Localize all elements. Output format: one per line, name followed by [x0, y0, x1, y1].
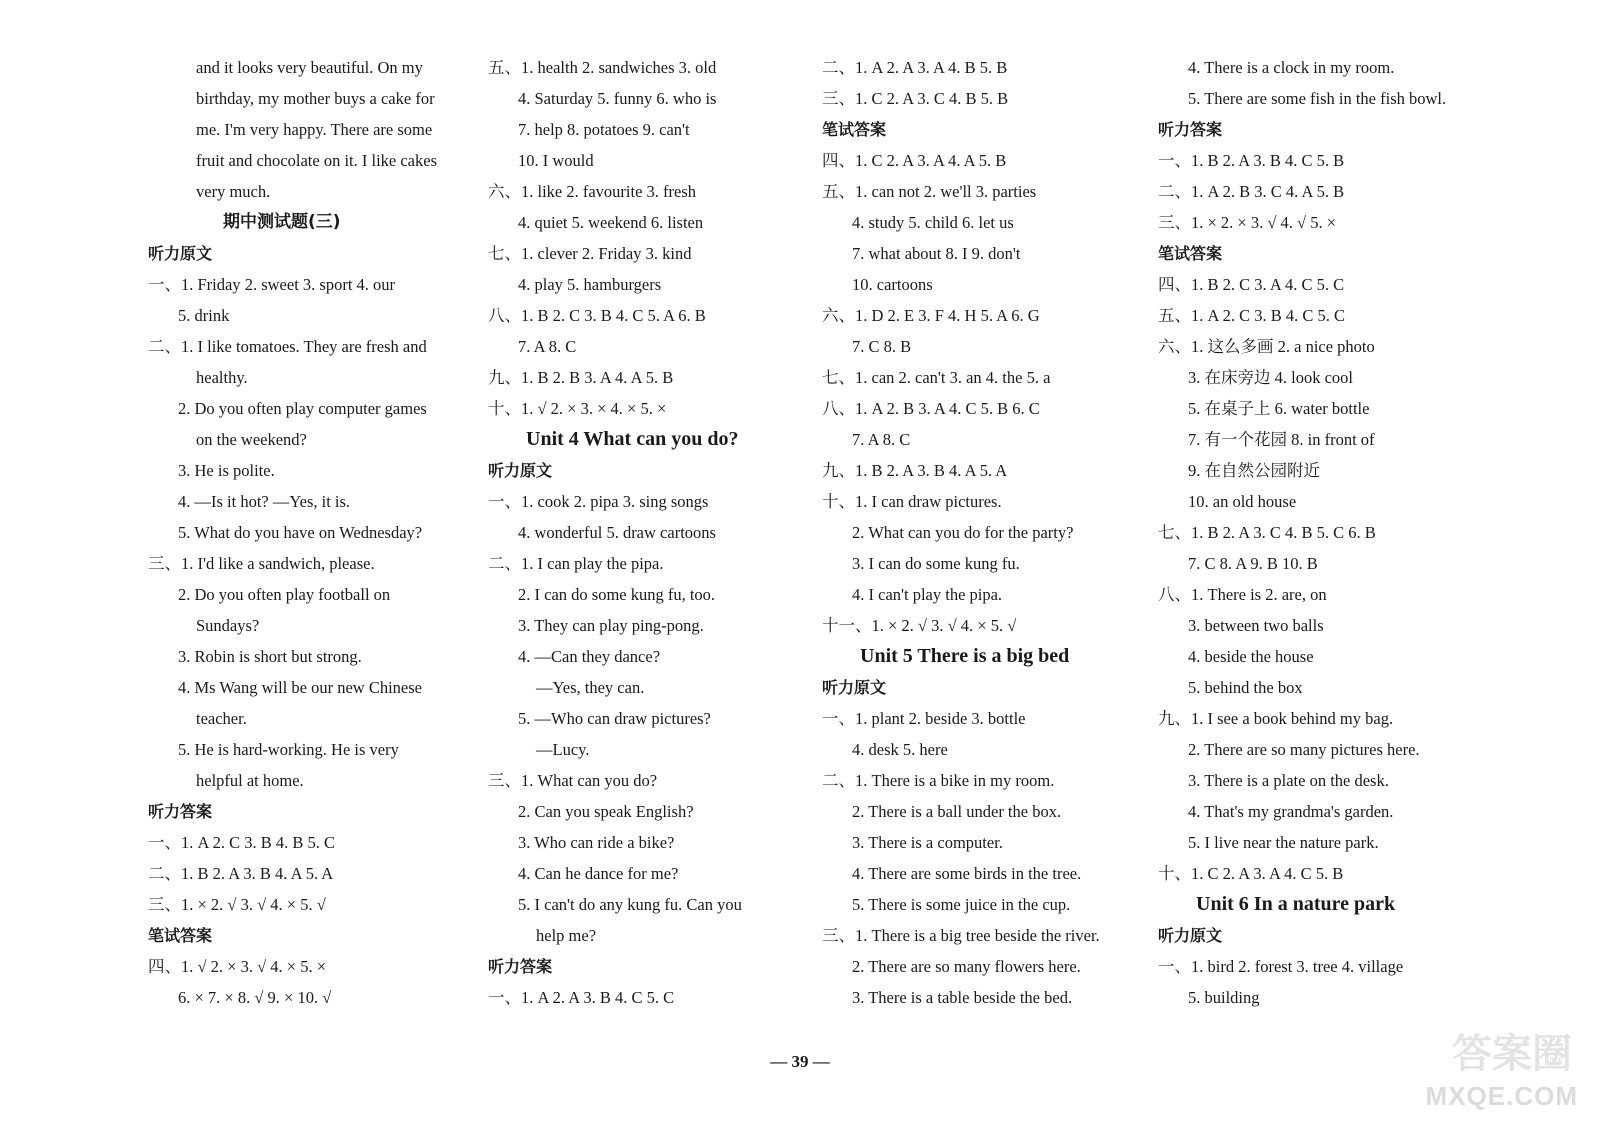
answer-line: 六、1. D 2. E 3. F 4. H 5. A 6. G — [822, 306, 1040, 325]
answer-line: 5. 在桌子上 6. water bottle — [1188, 399, 1370, 418]
answer-line: 一、1. A 2. A 3. B 4. C 5. C — [488, 988, 675, 1007]
answer-line: 二、1. A 2. B 3. C 4. A 5. B — [1158, 182, 1345, 201]
answer-line: 4. Ms Wang will be our new Chinese — [178, 678, 423, 697]
answer-line: 5. building — [1188, 988, 1260, 1007]
answer-line: 八、1. B 2. C 3. B 4. C 5. A 6. B — [488, 306, 706, 325]
section-heading: 听力答案 — [148, 802, 213, 821]
answer-line: fruit and chocolate on it. I like cakes — [196, 151, 437, 170]
answer-line: 4. play 5. hamburgers — [518, 275, 662, 294]
answer-line: 二、1. There is a bike in my room. — [822, 771, 1055, 790]
answer-line: 4. desk 5. here — [852, 740, 948, 759]
answer-line: 3. There is a plate on the desk. — [1188, 771, 1389, 790]
answer-line: 五、1. A 2. C 3. B 4. C 5. C — [1158, 306, 1346, 325]
answer-line: 10. I would — [518, 151, 594, 170]
unit-title: Unit 5 There is a big bed — [860, 645, 1070, 667]
answer-line: 4. wonderful 5. draw cartoons — [518, 523, 716, 542]
answer-line: 4. That's my grandma's garden. — [1188, 802, 1394, 821]
answer-line: 2. Do you often play football on — [178, 585, 391, 604]
column-2 — [488, 52, 808, 1013]
column-3 — [822, 52, 1142, 1013]
answer-line: 一、1. bird 2. forest 3. tree 4. village — [1158, 957, 1404, 976]
answer-line: 6. × 7. × 8. √ 9. × 10. √ — [178, 988, 332, 1007]
watermark — [1425, 1022, 1578, 1112]
answer-line: 7. 有一个花园 8. in front of — [1188, 430, 1375, 449]
answer-line: 5. —Who can draw pictures? — [518, 709, 711, 728]
answer-line: 三、1. × 2. √ 3. √ 4. × 5. √ — [148, 895, 326, 914]
answer-line: 5. There are some fish in the fish bowl. — [1188, 89, 1447, 108]
answer-line: 3. 在床旁边 4. look cool — [1188, 368, 1353, 387]
answer-line: 4. I can't play the pipa. — [852, 585, 1003, 604]
answer-line: 4. Saturday 5. funny 6. who is — [518, 89, 717, 108]
answer-line: 一、1. plant 2. beside 3. bottle — [822, 709, 1026, 728]
answer-line: help me? — [536, 926, 597, 945]
answer-line: 2. There are so many pictures here. — [1188, 740, 1420, 759]
answer-line: and it looks very beautiful. On my — [196, 58, 423, 77]
answer-line: 7. C 8. A 9. B 10. B — [1188, 554, 1318, 573]
answer-line: 十、1. √ 2. × 3. × 4. × 5. × — [488, 399, 667, 418]
answer-line: 2. Can you speak English? — [518, 802, 694, 821]
section-heading: 笔试答案 — [1158, 244, 1223, 263]
answer-line: 九、1. B 2. A 3. B 4. A 5. A — [822, 461, 1008, 480]
answer-line: 三、1. What can you do? — [488, 771, 658, 790]
answer-line: 3. I can do some kung fu. — [852, 554, 1020, 573]
answer-line: 五、1. health 2. sandwiches 3. old — [488, 58, 717, 77]
answer-line: 一、1. A 2. C 3. B 4. B 5. C — [148, 833, 336, 852]
page-number: — 39 — — [770, 1052, 830, 1071]
answer-line: 一、1. B 2. A 3. B 4. C 5. B — [1158, 151, 1345, 170]
answer-line: 一、1. Friday 2. sweet 3. sport 4. our — [148, 275, 396, 294]
answer-line: 2. What can you do for the party? — [852, 523, 1074, 542]
answer-line: 5. There is some juice in the cup. — [852, 895, 1071, 914]
answer-line: 7. help 8. potatoes 9. can't — [518, 120, 690, 139]
answer-line: 7. C 8. B — [852, 337, 912, 356]
answer-line: 三、1. There is a big tree beside the river. — [822, 926, 1100, 945]
answer-line: 九、1. I see a book behind my bag. — [1158, 709, 1394, 728]
answer-line: helpful at home. — [196, 771, 304, 790]
answer-line: 4. Can he dance for me? — [518, 864, 679, 883]
answer-line: 二、1. B 2. A 3. B 4. A 5. A — [148, 864, 334, 883]
answer-line: 一、1. cook 2. pipa 3. sing songs — [488, 492, 709, 511]
answer-line: 八、1. There is 2. are, on — [1158, 585, 1327, 604]
answer-line: 四、1. √ 2. × 3. √ 4. × 5. × — [148, 957, 327, 976]
answer-line: 3. He is polite. — [178, 461, 275, 480]
column-1 — [148, 52, 468, 1013]
answer-line: 4. beside the house — [1188, 647, 1314, 666]
answer-line: 4. —Can they dance? — [518, 647, 661, 666]
answer-line: 4. There are some birds in the tree. — [852, 864, 1082, 883]
answer-line: 5. behind the box — [1188, 678, 1303, 697]
answer-line: 10. cartoons — [852, 275, 933, 294]
unit-title: Unit 6 In a nature park — [1196, 893, 1396, 915]
answer-line: 5. I live near the nature park. — [1188, 833, 1379, 852]
answer-line: 5. What do you have on Wednesday? — [178, 523, 423, 542]
answer-line: 3. between two balls — [1188, 616, 1324, 635]
answer-line: 3. They can play ping-pong. — [518, 616, 704, 635]
answer-line: 5. I can't do any kung fu. Can you — [518, 895, 742, 914]
answer-line: on the weekend? — [196, 430, 307, 449]
section-heading: 听力答案 — [488, 957, 553, 976]
answer-line: 七、1. clever 2. Friday 3. kind — [488, 244, 692, 263]
answer-line: 九、1. B 2. B 3. A 4. A 5. B — [488, 368, 674, 387]
answer-line: 7. what about 8. I 9. don't — [852, 244, 1021, 263]
answer-line: 七、1. can 2. can't 3. an 4. the 5. a — [822, 368, 1051, 387]
answer-line: 2. Do you often play computer games — [178, 399, 427, 418]
answer-line: 5. drink — [178, 306, 230, 325]
answer-line: 七、1. B 2. A 3. C 4. B 5. C 6. B — [1158, 523, 1376, 542]
answer-line: 二、1. I can play the pipa. — [488, 554, 664, 573]
answer-line: birthday, my mother buys a cake for — [196, 89, 435, 108]
answer-line: —Yes, they can. — [536, 678, 645, 697]
answer-line: 3. Robin is short but strong. — [178, 647, 362, 666]
answer-line: teacher. — [196, 709, 247, 728]
answer-line: 三、1. C 2. A 3. C 4. B 5. B — [822, 89, 1009, 108]
section-heading: 听力答案 — [1158, 120, 1223, 139]
answer-line: 2. There is a ball under the box. — [852, 802, 1062, 821]
section-heading: 笔试答案 — [822, 120, 887, 139]
answer-line: 四、1. B 2. C 3. A 4. C 5. C — [1158, 275, 1345, 294]
answer-line: 2. I can do some kung fu, too. — [518, 585, 716, 604]
answer-line: very much. — [196, 182, 271, 201]
answer-line: 十一、1. × 2. √ 3. √ 4. × 5. √ — [822, 616, 1017, 635]
answer-line: me. I'm very happy. There are some — [196, 120, 433, 139]
watermark-logo: 答案圈 — [1452, 1031, 1572, 1077]
answer-line: 四、1. C 2. A 3. A 4. A 5. B — [822, 151, 1007, 170]
answer-line: 2. There are so many flowers here. — [852, 957, 1081, 976]
section-heading: 听力原文 — [1158, 926, 1223, 945]
answer-line: 4. study 5. child 6. let us — [852, 213, 1014, 232]
answer-line: 六、1. 这么多画 2. a nice photo — [1158, 337, 1375, 356]
answer-line: 4. quiet 5. weekend 6. listen — [518, 213, 704, 232]
answer-line: 三、1. I'd like a sandwich, please. — [148, 554, 375, 573]
answer-line: 4. There is a clock in my room. — [1188, 58, 1395, 77]
answer-line: 4. —Is it hot? —Yes, it is. — [178, 492, 351, 511]
column-4 — [1158, 52, 1488, 1013]
unit-title: 期中测试题(三) — [223, 212, 341, 232]
unit-title: Unit 4 What can you do? — [526, 428, 739, 450]
answer-line: 9. 在自然公园附近 — [1188, 461, 1320, 480]
answer-line: —Lucy. — [536, 740, 590, 759]
answer-line: 7. A 8. C — [852, 430, 911, 449]
answer-line: 十、1. C 2. A 3. A 4. C 5. B — [1158, 864, 1344, 883]
answer-line: 八、1. A 2. B 3. A 4. C 5. B 6. C — [822, 399, 1040, 418]
answer-line: 10. an old house — [1188, 492, 1297, 511]
answer-line: 五、1. can not 2. we'll 3. parties — [822, 182, 1037, 201]
answer-line: 二、1. A 2. A 3. A 4. B 5. B — [822, 58, 1008, 77]
section-heading: 听力原文 — [822, 678, 887, 697]
answer-line: 5. He is hard-working. He is very — [178, 740, 399, 759]
answer-line: healthy. — [196, 368, 248, 387]
section-heading: 听力原文 — [148, 244, 213, 263]
answer-line: 六、1. like 2. favourite 3. fresh — [488, 182, 697, 201]
answer-line: Sundays? — [196, 616, 260, 635]
answer-line: 十、1. I can draw pictures. — [822, 492, 1002, 511]
answer-line: 3. There is a computer. — [852, 833, 1003, 852]
answer-line: 二、1. I like tomatoes. They are fresh and — [148, 337, 427, 356]
section-heading: 笔试答案 — [148, 926, 213, 945]
section-heading: 听力原文 — [488, 461, 553, 480]
answer-line: 三、1. × 2. × 3. √ 4. √ 5. × — [1158, 213, 1337, 232]
answer-line: 7. A 8. C — [518, 337, 577, 356]
answer-line: 3. There is a table beside the bed. — [852, 988, 1073, 1007]
answer-line: 3. Who can ride a bike? — [518, 833, 675, 852]
watermark-site: MXQE.COM — [1425, 1081, 1578, 1111]
